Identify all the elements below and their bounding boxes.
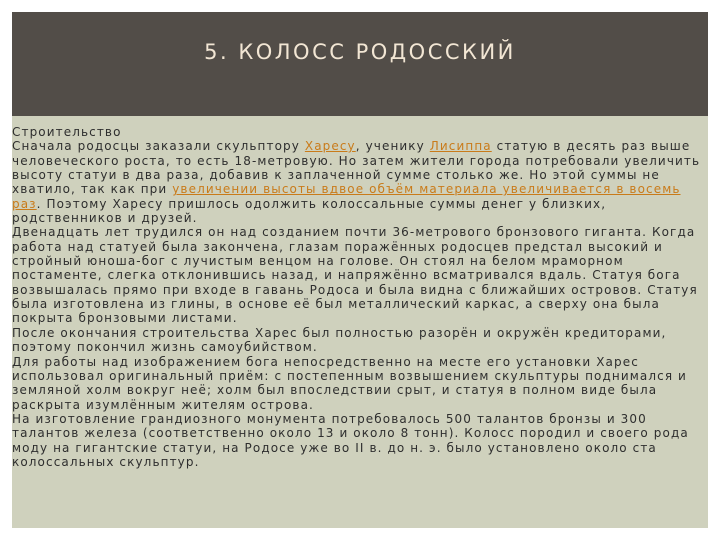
- text-span: статую в десять раз выше человеческого роста, то есть 18-метровую. Но затем жители города потребовали увеличить высоту статуи в два раза, добавив к заплаченной сумме столько же. Но этой суммы не хватило, так как при: [12, 139, 701, 197]
- text-span: . Поэтому Харесу пришлось одолжить колоссальные суммы денег у близких, родственников и друзей.: [12, 196, 607, 226]
- slide-body: [12, 125, 706, 469]
- text-span: , ученику: [355, 139, 430, 154]
- paragraph-3: После окончания строительства Харес был полностью разорён и окружён кредиторами, поэтому покончил жизнь самоубийством.: [12, 325, 667, 355]
- section-heading: Строительство: [12, 125, 122, 139]
- link-volume-scaling[interactable]: увеличении высоты вдвое объём материала увеличивается в восемь раз: [12, 182, 681, 211]
- paragraph-4: Для работы над изображением бога непосредственно на месте его установки Харес использовал оригинальный приём: с постепенным возвышением скульптуры поднимался и земляной холм вокруг неё; холм был впоследствии срыт, и статуя в полном виде была раскрыта изумлённым жителям острова.: [12, 354, 687, 412]
- paragraph-5: На изготовление грандиозного монумента потребовалось 500 талантов бронзы и 300 талантов железа (соответственно около 13 и около 8 тонн). Колосс породил и своего рода моду на гигантские статуи, на Родосе уже во II в. до н. э. было установлено около ста колоссальных скульптур.: [12, 411, 689, 469]
- slide: [12, 12, 708, 528]
- text-span: Сначала родосцы заказали скульптору: [12, 139, 305, 154]
- paragraph-2: Двенадцать лет трудился он над созданием почти 36-метрового бронзового гиганта. Когда работа над статуей была закончена, глазам поражённых родосцев предстал высокий и стройный юноша-бог с лучистым венцом на голове. Он стоял на белом мраморном постаменте, слегка отклонившись назад, и напряжённо всматривался вдаль. Статуя бога возвышалась прямо при входе в гавань Родоса и была видна с ближайших островов. Статуя была изготовлена из глины, в основе её был металлический каркас, а сверху она была покрыта бронзовыми листами.: [12, 225, 698, 326]
- title-bar: [12, 12, 708, 116]
- slide-title: 5. КОЛОСС РОДОССКИЙ: [204, 40, 516, 64]
- link-lisipp[interactable]: Лисиппа: [429, 139, 492, 154]
- paragraph-1: [12, 139, 706, 225]
- link-hares[interactable]: Харесу: [304, 139, 356, 154]
